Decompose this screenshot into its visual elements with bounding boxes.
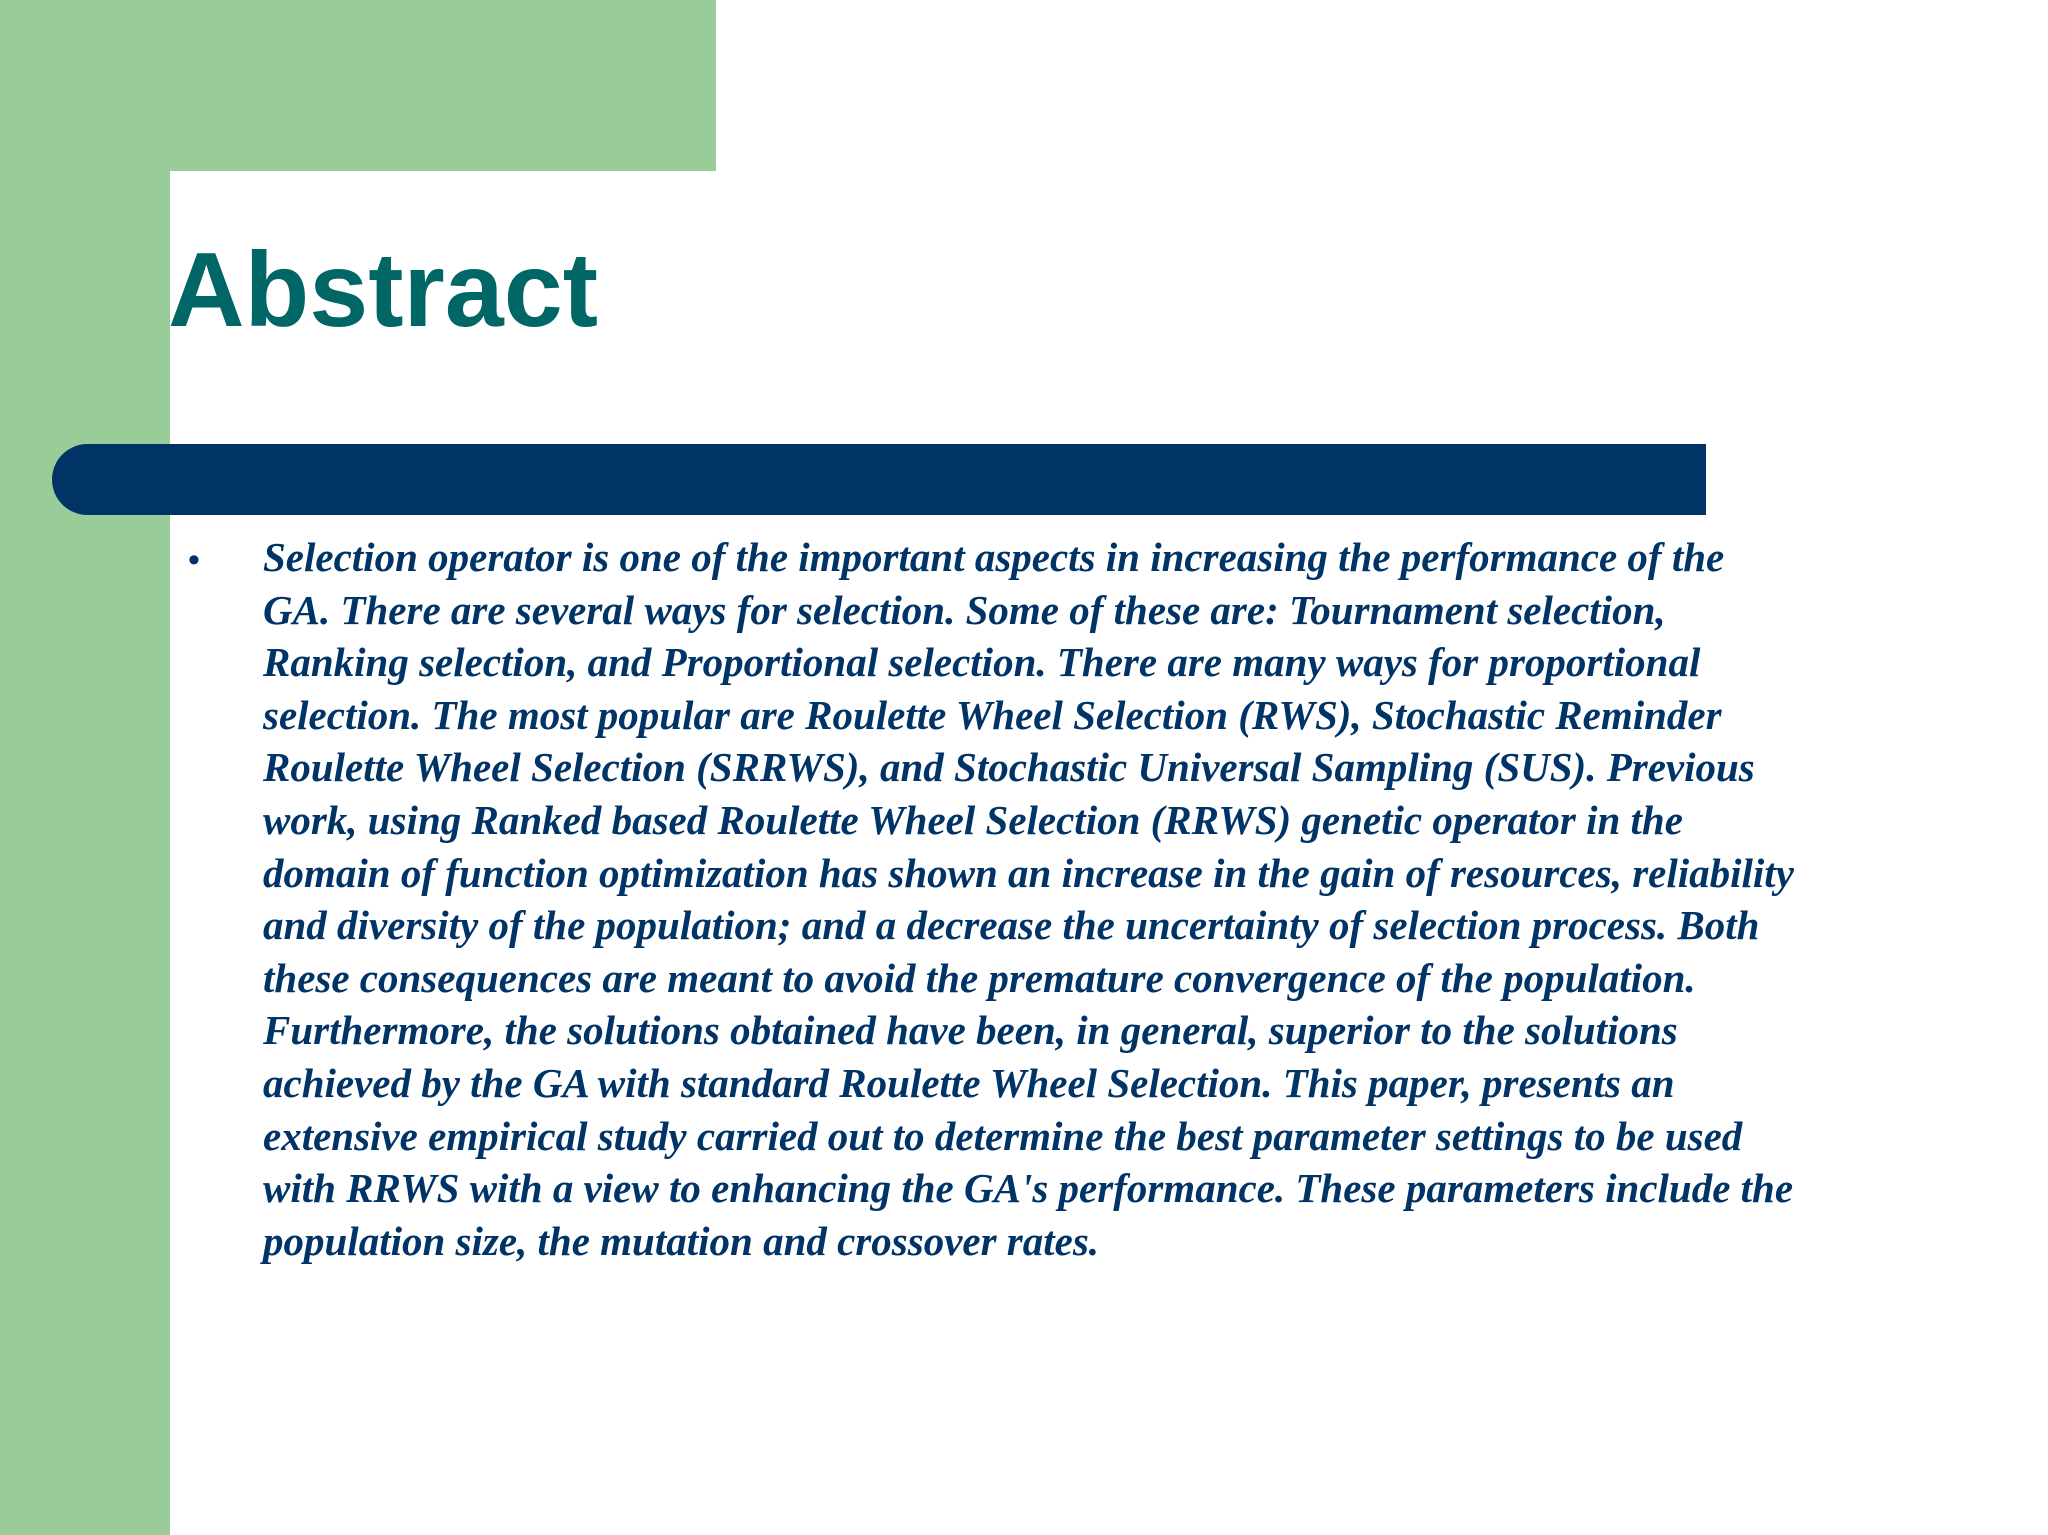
abstract-line: Furthermore, the solutions obtained have been, in general, superior to the solutions [263, 1007, 1678, 1054]
abstract-line: GA. There are several ways for selection. Some of these are: Tournament selection, [263, 586, 1666, 633]
abstract-line: selection. The most popular are Roulette Wheel Selection (RWS), Stochastic Reminder [263, 691, 1722, 738]
abstract-line: extensive empirical study carried out to determine the best parameter settings to be used [263, 1112, 1743, 1159]
abstract-line: work, using Ranked based Roulette Wheel Selection (RRWS) genetic operator in the [263, 796, 1683, 843]
bullet-point-icon: • [188, 541, 200, 579]
abstract-line: and diversity of the population; and a decrease the uncertainty of selection process. Both [263, 902, 1760, 949]
slide-title: Abstract [168, 231, 599, 349]
abstract-line: Selection operator is one of the important aspects in increasing the performance of the [263, 534, 1725, 580]
green-top-band [0, 0, 716, 171]
abstract-line: Ranking selection, and Proportional selection. There are many ways for proportional [263, 639, 1701, 686]
abstract-line: achieved by the GA with standard Roulette Wheel Selection. This paper, presents an [263, 1059, 1675, 1106]
abstract-line: with RRWS with a view to enhancing the GA's performance. These parameters include the [263, 1165, 1794, 1212]
abstract-paragraph [263, 531, 1923, 1267]
title-divider-bar [52, 444, 1706, 515]
abstract-line: Roulette Wheel Selection (SRRWS), and Stochastic Universal Sampling (SUS). Previous [263, 744, 1755, 791]
abstract-line: population size, the mutation and crossover rates. [263, 1217, 1100, 1264]
green-side-band [0, 0, 170, 1535]
abstract-line: these consequences are meant to avoid the premature convergence of the population. [263, 954, 1696, 1001]
abstract-line: domain of function optimization has shown an increase in the gain of resources, reliability [263, 849, 1794, 896]
